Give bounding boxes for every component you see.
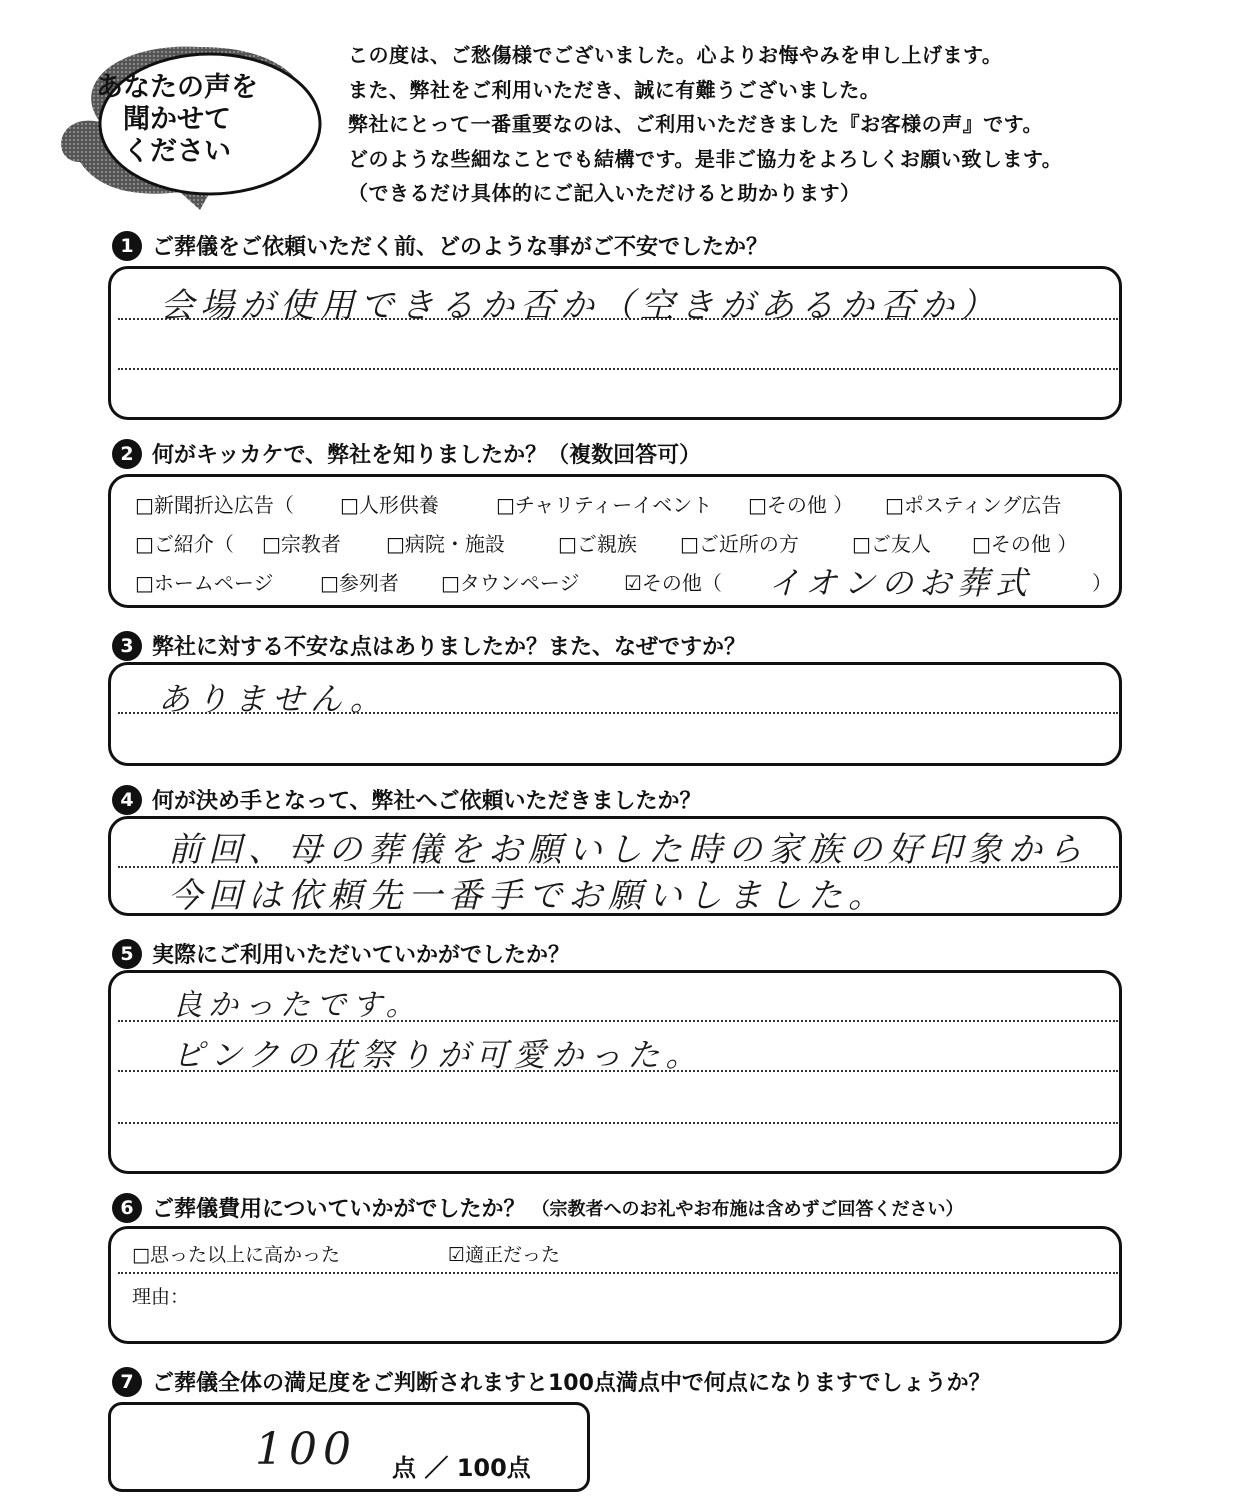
question-5	[112, 938, 570, 969]
option-newspaper[interactable]: □新聞折込広告（	[135, 493, 294, 517]
ruled-line	[118, 1272, 1118, 1274]
bubble-title	[72, 72, 282, 168]
question-1	[112, 230, 768, 261]
number-3-icon: 3	[112, 631, 142, 661]
number-5-icon: 5	[112, 939, 142, 969]
option-relatives[interactable]: □ご親族	[558, 532, 637, 556]
question-5-text: 実際にご利用いただいていかがでしたか？	[152, 943, 571, 968]
score-unit: 点 ／ 100点	[392, 1454, 531, 1482]
answer-5-line-2: ピンクの花祭りが可愛かった。	[172, 1036, 704, 1074]
option-homepage[interactable]: □ホームページ	[135, 571, 274, 595]
option-hospital[interactable]: □病院・施設	[386, 532, 505, 556]
answer-5-line-1: 良かったです。	[172, 988, 422, 1023]
answer-2-handwriting: イオンのお葬式	[768, 564, 1034, 602]
answer-4-line-2: 今回は依頼先一番手でお願いしました。	[168, 876, 888, 916]
option-friends[interactable]: □ご友人	[852, 532, 931, 556]
question-3	[112, 630, 746, 661]
question-6	[112, 1192, 964, 1223]
question-7	[112, 1366, 991, 1397]
intro-line: この度は、ご愁傷様でございました。心よりお悔やみを申し上げます。	[348, 43, 1003, 67]
bubble-line-2: 聞かせて	[123, 104, 231, 135]
number-4-icon: 4	[112, 785, 142, 815]
option-other-1[interactable]: □その他 ）	[748, 493, 854, 517]
question-3-text: 弊社に対する不安な点はありましたか？また、なぜですか？	[152, 635, 747, 660]
number-1-icon: 1	[112, 231, 142, 261]
option-attendee[interactable]: □参列者	[320, 571, 399, 595]
number-7-icon: 7	[112, 1367, 142, 1397]
intro-text	[348, 38, 1062, 211]
option-charity-event[interactable]: □チャリティーイベント	[496, 493, 713, 517]
score-value-handwriting: 100	[255, 1424, 357, 1475]
option-religious[interactable]: □宗教者	[262, 532, 341, 556]
question-2	[112, 438, 701, 469]
bubble-line-1: あなたの声を	[96, 72, 258, 103]
intro-line: また、弊社をご利用いただき、誠に有難うございました。	[348, 77, 881, 102]
answer-4-line-1: 前回、母の葬儀をお願いした時の家族の好印象から	[168, 830, 1088, 870]
ruled-line	[118, 368, 1118, 370]
number-6-icon: 6	[112, 1193, 142, 1223]
ruled-line	[118, 1122, 1118, 1124]
bubble-line-3: ください	[123, 136, 231, 167]
question-4	[112, 784, 702, 815]
question-2-text: 何がキッカケで、弊社を知りましたか？（複数回答可）	[152, 443, 702, 468]
question-1-text: ご葬儀をご依頼いただく前、どのような事がご不安でしたか？	[152, 235, 769, 260]
option-referral[interactable]: □ご紹介（	[135, 532, 234, 556]
option-neighbors[interactable]: □ご近所の方	[680, 532, 799, 556]
question-7-text: ご葬儀全体の満足度をご判断されますと100点満点中で何点になりますでしょうか？	[152, 1371, 991, 1396]
option-expensive[interactable]: □思った以上に高かった	[132, 1244, 340, 1266]
question-4-text: 何が決め手となって、弊社へご依頼いただきましたか？	[152, 789, 702, 814]
option-posting-ad[interactable]: □ポスティング広告	[885, 493, 1062, 517]
intro-line: どのような些細なことでも結構です。是非ご協力をよろしくお願い致します。	[348, 146, 1063, 171]
option-other-3-close: ）	[1092, 571, 1112, 595]
answer-1-handwriting: 会場が使用できるか否か（空きがあるか否か）	[160, 286, 1000, 326]
reason-label: 理由：	[132, 1286, 190, 1308]
question-6-note: （宗教者へのお礼やお布施は含めずご回答ください）	[531, 1198, 964, 1220]
question-6-text: ご葬儀費用についていかがでしたか？	[152, 1197, 526, 1222]
option-doll-memorial[interactable]: □人形供養	[340, 493, 439, 517]
option-townpage[interactable]: □タウンページ	[441, 571, 580, 595]
option-other-2[interactable]: □その他 ）	[972, 532, 1078, 556]
intro-line: 弊社にとって一番重要なのは、ご利用いただきました『お客様の声』です。	[348, 112, 1043, 136]
option-appropriate-checked[interactable]: ☑適正だった	[448, 1244, 561, 1266]
option-other-3-checked[interactable]: ☑その他（	[624, 571, 722, 595]
answer-3-handwriting: ありません。	[158, 680, 388, 718]
intro-line: （できるだけ具体的にご記入いただけると助かります）	[348, 181, 861, 205]
number-2-icon: 2	[112, 439, 142, 469]
